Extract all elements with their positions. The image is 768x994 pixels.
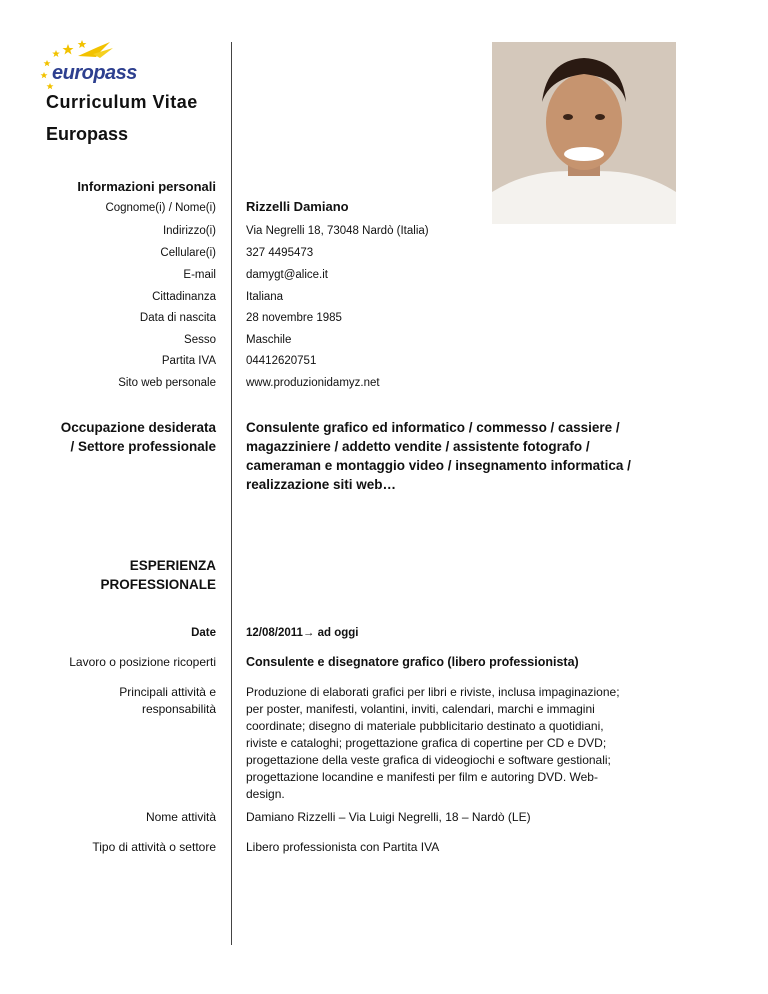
employer-label: Nome attività bbox=[145, 810, 216, 824]
date-label: Date bbox=[191, 627, 216, 639]
activities-line: coordinate; disegno di materiale pubblicitario destinato a quotidiani, bbox=[246, 719, 604, 733]
name-value: Rizzelli Damiano bbox=[246, 199, 349, 214]
activities-line: per poster, manifesti, volantini, inviti, calendari, marchi e immagini bbox=[246, 702, 595, 716]
birthdate-value: 28 novembre 1985 bbox=[246, 312, 342, 324]
vat-label: Partita IVA bbox=[161, 355, 216, 367]
job-value: Consulente e disegnatore grafico (libero professionista) bbox=[246, 655, 579, 669]
citizenship-label: Cittadinanza bbox=[152, 291, 216, 303]
activities-line: Produzione di elaborati grafici per libri e riviste, inclusa impaginazione; bbox=[246, 685, 620, 699]
activities-line: progettazione locandine e manifesti per film e autoring DVD. Web- bbox=[246, 770, 598, 784]
occupation-value bbox=[246, 418, 656, 494]
cv-title: Curriculum Vitae bbox=[46, 92, 198, 112]
experience-heading bbox=[100, 556, 216, 594]
activities-line: progettazione della veste grafica di videogiochi e software gestionali; bbox=[246, 753, 611, 767]
mobile-value: 327 4495473 bbox=[246, 247, 314, 259]
cv-subtitle: Europass bbox=[46, 124, 129, 144]
website-label: Sito web personale bbox=[118, 377, 216, 389]
activities-label bbox=[16, 684, 216, 718]
sector-label: Tipo di attività o settore bbox=[92, 840, 216, 854]
activities-line: design. bbox=[246, 787, 285, 801]
website-value: www.produzionidamyz.net bbox=[246, 377, 380, 389]
occupation-label-line1: Occupazione desiderata bbox=[60, 420, 216, 435]
email-label: E-mail bbox=[183, 269, 216, 281]
activities-label-line2: responsabilità bbox=[141, 702, 216, 716]
profile-photo bbox=[492, 42, 676, 224]
email-value: damygt@alice.it bbox=[246, 269, 328, 281]
mobile-label: Cellulare(i) bbox=[160, 247, 216, 259]
citizenship-value: Italiana bbox=[246, 291, 284, 303]
occupation-value-line3: cameraman e montaggio video / insegnamento informatica / bbox=[246, 458, 631, 473]
date-value: 12/08/2011→ ad oggi bbox=[246, 627, 359, 639]
europass-logo-text: europass bbox=[52, 62, 137, 84]
employer-value: Damiano Rizzelli – Via Luigi Negrelli, 18 – Nardò (LE) bbox=[246, 810, 531, 824]
gender-label: Sesso bbox=[184, 334, 216, 346]
gender-value: Maschile bbox=[246, 334, 292, 346]
vat-value: 04412620751 bbox=[246, 355, 317, 367]
personal-info-heading: Informazioni personali bbox=[77, 179, 216, 194]
occupation-value-line4: realizzazione siti web… bbox=[246, 477, 397, 492]
column-divider bbox=[231, 42, 232, 945]
occupation-value-line1: Consulente grafico ed informatico / commesso / cassiere / bbox=[246, 420, 620, 435]
address-value: Via Negrelli 18, 73048 Nardò (Italia) bbox=[246, 225, 429, 237]
activities-label-line1: Principali attività e bbox=[119, 685, 216, 699]
activities-value bbox=[246, 684, 666, 803]
experience-heading-line1: ESPERIENZA bbox=[129, 558, 216, 573]
occupation-label bbox=[61, 418, 216, 456]
job-label: Lavoro o posizione ricoperti bbox=[69, 655, 216, 669]
occupation-value-line2: magazziniere / addetto vendite / assistente fotografo / bbox=[246, 439, 590, 454]
occupation-label-line2: / Settore professionale bbox=[70, 439, 216, 454]
sector-value: Libero professionista con Partita IVA bbox=[246, 840, 440, 854]
address-label: Indirizzo(i) bbox=[162, 225, 216, 237]
activities-line: riviste e cataloghi; progettazione grafica di copertine per CD e DVD; bbox=[246, 736, 607, 750]
experience-heading-line2: PROFESSIONALE bbox=[100, 577, 216, 592]
birthdate-label: Data di nascita bbox=[139, 312, 216, 324]
name-label: Cognome(i) / Nome(i) bbox=[105, 202, 216, 214]
